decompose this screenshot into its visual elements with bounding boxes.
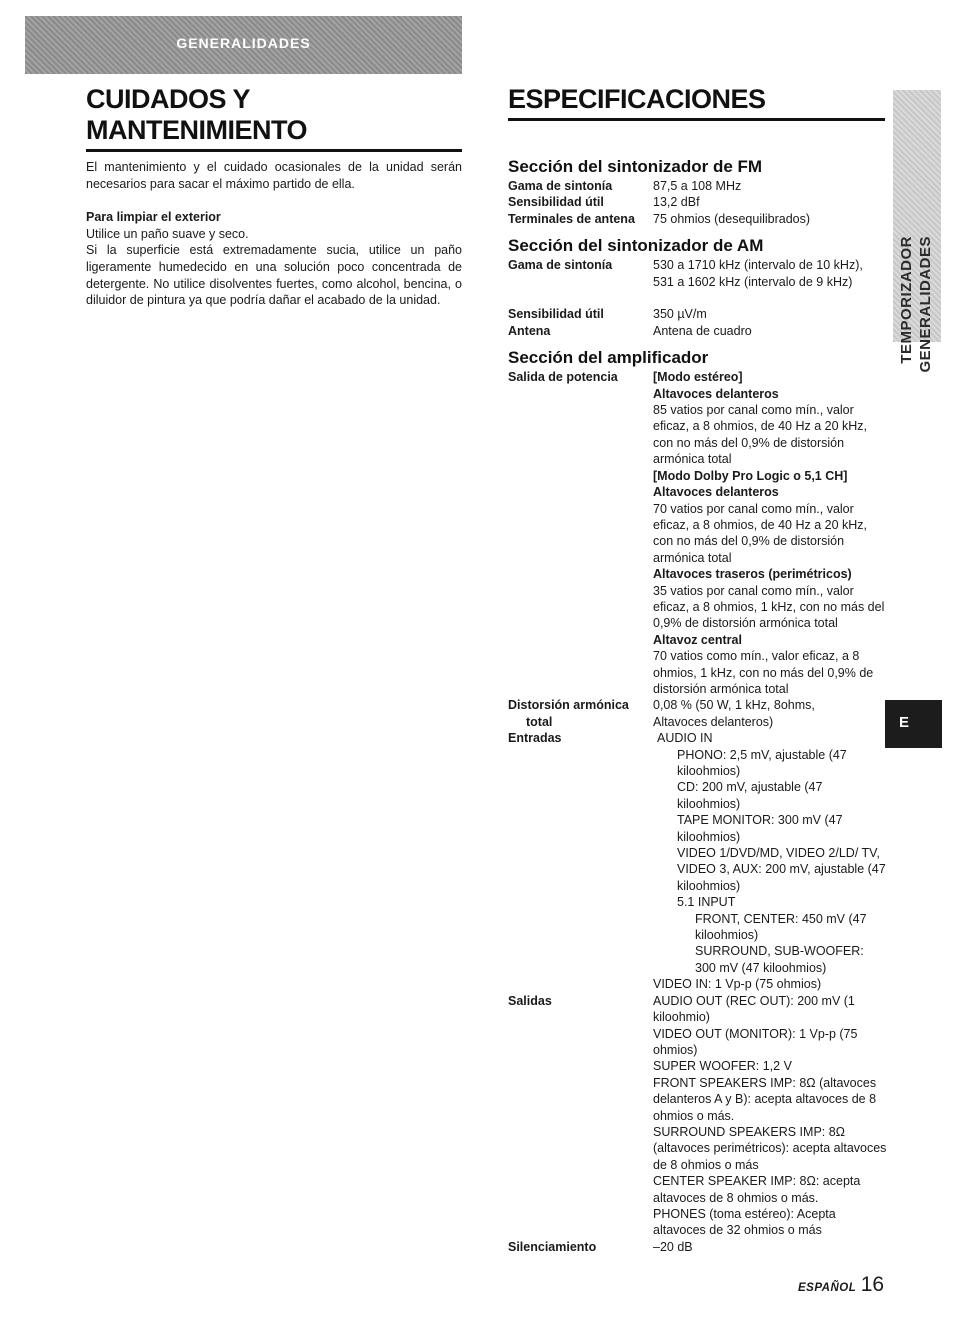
thd-label-line: Distorsión armónica [508, 698, 629, 713]
front-speakers-label: Altavoces delanteros [653, 386, 779, 401]
spec-label: Silenciamiento [508, 1239, 597, 1254]
input-item: SURROUND, SUB-WOOFER: 300 mV (47 kiloohmios) [695, 944, 864, 975]
input-51-label: 5.1 INPUT [677, 895, 736, 910]
input-item: VIDEO IN: 1 Vp-p (75 ohmios) [653, 977, 822, 992]
spec-label: Sensibilidad útil [508, 195, 604, 210]
language-tab [885, 700, 942, 748]
center-speaker-label: Altavoz central [653, 632, 742, 647]
spec-label [508, 697, 653, 730]
spec-row [508, 211, 888, 227]
side-tab-text-general: GENERALIDADES [917, 236, 934, 373]
spec-row [508, 178, 888, 194]
stereo-power-text: 85 vatios por canal como mín., valor eficaz, a 8 ohmios, de 40 Hz a 20 kHz, con no más del 0,9% de distorsión armónica total [653, 403, 867, 467]
am-range-line: 531 a 1602 kHz (intervalo de 9 kHz) [653, 274, 853, 289]
spec-row [508, 194, 888, 210]
spec-value: 87,5 a 108 MHz [653, 179, 742, 193]
care-intro: El mantenimiento y el cuidado ocasionales de la unidad serán necesarios para sacar el máximo partido de ella. [86, 160, 462, 191]
spec-label: Entradas [508, 731, 562, 746]
spec-value: 350 µV/m [653, 307, 707, 322]
spec-value [653, 993, 888, 1239]
side-tab-text-timer: TEMPORIZADOR [898, 236, 915, 364]
rear-speakers-label: Altavoces traseros (perimétricos) [653, 567, 852, 582]
am-range-line: 530 a 1710 kHz (intervalo de 10 kHz), [653, 258, 863, 273]
spec-value: 75 ohmios (desequilibrados) [653, 211, 811, 226]
specs-column [508, 157, 888, 1255]
section-banner-title: GENERALIDADES [176, 35, 311, 51]
thd-label-line: total [526, 714, 553, 729]
spec-value: –20 dB [653, 1239, 693, 1254]
output-item: AUDIO OUT (REC OUT): 200 mV (1 kiloohmio) [653, 993, 855, 1025]
input-item: TAPE MONITOR: 300 mV (47 kiloohmios) [677, 813, 843, 844]
front-speakers-label: Altavoces delanteros [653, 485, 779, 500]
output-item: FRONT SPEAKERS IMP: 8Ω (altavoces delanteros A y B): acepta altavoces de 8 ohmios o más. [653, 1075, 877, 1123]
dolby-front-power-text: 70 vatios por canal como mín., valor eficaz, a 8 ohmios, de 40 Hz a 20 kHz, con no más del 0,9% de distorsión armónica total [653, 501, 867, 565]
spec-value [653, 257, 888, 306]
spec-label: Sensibilidad útil [508, 307, 604, 322]
cleaning-text-2: Si la superficie está extremadamente sucia, utilice un paño ligeramente humedecido en una solución poco concentrada de detergente. No utilice disolventes fuertes, como alcohol, bencina, o diluidor de pintura ya que podría dañar el acabado de la unidad. [86, 243, 462, 308]
spec-row [508, 257, 888, 306]
output-item: CENTER SPEAKER IMP: 8Ω: acepta altavoces de 8 ohmios o más. [653, 1174, 861, 1205]
care-heading: CUIDADOS Y MANTENIMIENTO [86, 84, 462, 152]
spec-value [653, 730, 888, 993]
thd-value-line: Altavoces delanteros) [653, 714, 774, 729]
care-column [86, 159, 462, 309]
spec-label: Terminales de antena [508, 211, 635, 226]
spec-label: Gama de sintonía [508, 258, 613, 273]
output-item: PHONES (toma estéreo): Acepta altavoces de 32 ohmios o más [653, 1206, 836, 1238]
rear-power-text: 35 vatios por canal como mín., valor eficaz, a 8 ohmios, 1 kHz, con no más del 0,9% de distorsión armónica total [653, 583, 885, 631]
cleaning-text-1: Utilice un paño suave y seco. [86, 226, 249, 241]
amp-section-title: Sección del amplificador [508, 348, 709, 368]
output-item: SURROUND SPEAKERS IMP: 8Ω (altavoces perimétricos): acepta altavoces de 8 ohmios o más [653, 1124, 887, 1172]
spec-row [508, 369, 888, 697]
spec-value [653, 697, 888, 730]
center-power-text: 70 vatios como mín., valor eficaz, a 8 ohmios, 1 kHz, con no más del 0,9% de distorsión armónica total [653, 649, 874, 696]
input-item: CD: 200 mV, ajustable (47 kiloohmios) [677, 780, 823, 811]
spec-row [508, 730, 888, 993]
spec-value: 13,2 dBf [653, 195, 700, 210]
specs-heading: ESPECIFICACIONES [508, 84, 885, 121]
spec-row [508, 993, 888, 1239]
stereo-mode-label: [Modo estéreo] [653, 370, 743, 385]
spec-row [508, 697, 888, 730]
output-item: SUPER WOOFER: 1,2 V [653, 1059, 792, 1074]
spec-label: Antena [508, 323, 551, 338]
spacer [653, 290, 888, 306]
spec-label: Salida de potencia [508, 370, 618, 385]
audio-in-label: AUDIO IN [657, 731, 713, 746]
page-number: 16 [860, 1273, 885, 1296]
input-item: FRONT, CENTER: 450 mV (47 kiloohmios) [695, 911, 867, 943]
spec-row [508, 1239, 888, 1255]
thd-value-line: 0,08 % (50 W, 1 kHz, 8ohms, [653, 698, 815, 713]
spec-value: Antena de cuadro [653, 323, 752, 338]
page-footer [798, 1273, 884, 1297]
spec-row [508, 323, 888, 339]
dolby-mode-label: [Modo Dolby Pro Logic o 5,1 CH] [653, 468, 848, 483]
spec-value [653, 369, 888, 697]
side-section-tab [893, 90, 941, 373]
spec-label: Gama de sintonía [508, 179, 613, 193]
section-banner [25, 16, 462, 74]
cleaning-subheading: Para limpiar el exterior [86, 210, 221, 225]
input-item: PHONO: 2,5 mV, ajustable (47 kiloohmios) [677, 747, 847, 778]
am-section-title: Sección del sintonizador de AM [508, 236, 764, 256]
spec-label: Salidas [508, 993, 552, 1008]
input-item: VIDEO 1/DVD/MD, VIDEO 2/LD/ TV, VIDEO 3, AUX: 200 mV, ajustable (47 kiloohmios) [677, 846, 886, 893]
output-item: VIDEO OUT (MONITOR): 1 Vp-p (75 ohmios) [653, 1026, 858, 1057]
spec-row [508, 306, 888, 322]
footer-language: ESPAÑOL [798, 1282, 857, 1294]
fm-section-title: Sección del sintonizador de FM [508, 157, 763, 176]
language-letter: E [899, 714, 910, 731]
